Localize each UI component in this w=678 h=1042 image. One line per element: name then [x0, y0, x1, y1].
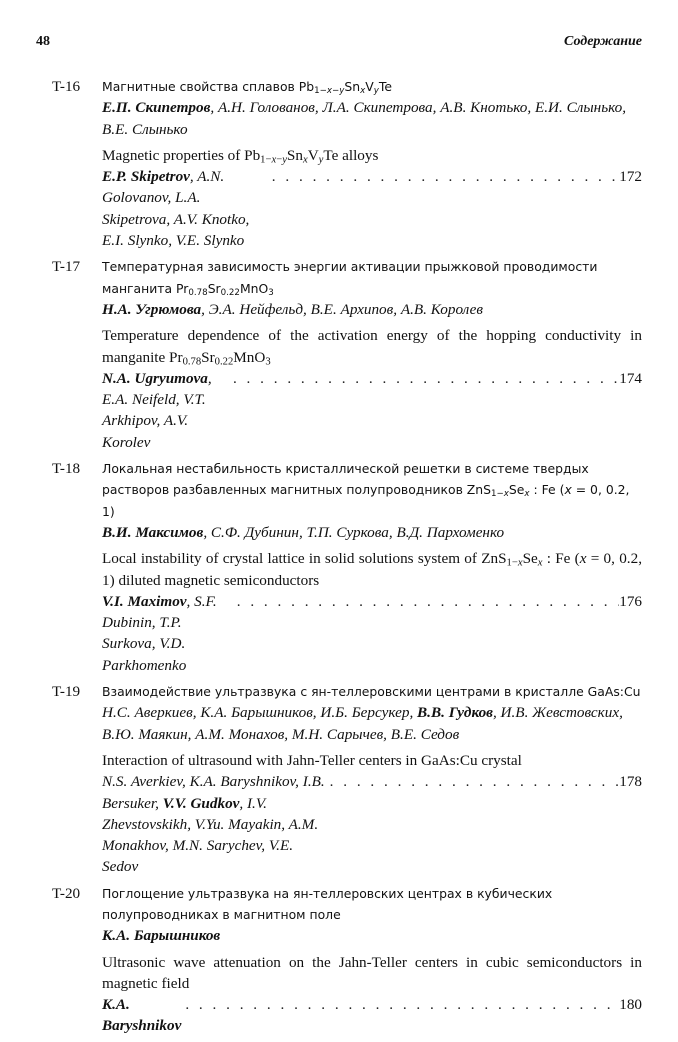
- page-header: [36, 34, 642, 56]
- entry-authors-en: V.I. Maximov, S.F. Dubinin, T.P. Surkova, V.D. Parkhomenko: [102, 592, 217, 674]
- entry-authors-en: E.P. Skipetrov, A.N. Golovanov, L.A. Skipetrova, A.V. Knotko, E.I. Slynko, V.E. Slynko: [102, 168, 250, 250]
- entry-title-ru: Температурная зависимость энергии активации прыжковой проводимости манганита $Pr_{0.78}Sr_{0.22}MnO_3$: [102, 259, 598, 298]
- entry-authors-ru: Е.П. Скипетров, А.Н. Голованов, Л.А. Скипетрова, А.В. Кнотько, Е.И. Слынько, В.Е. Слынько: [102, 99, 627, 138]
- entry-page-number[interactable]: 172: [619, 168, 642, 186]
- toc-entry: [52, 256, 642, 458]
- entry-page-number[interactable]: 176: [619, 592, 642, 610]
- entry-code: T-18: [52, 460, 81, 478]
- toc-entry: [52, 458, 642, 681]
- section-title: Содержание: [564, 34, 642, 49]
- entry-authors-ru: Н.С. Аверкиев, К.А. Барышников, И.Б. Берсукер, В.В. Гудков, И.В. Жевстовских, В.Ю. Маякин, А.М. Монахов, М.Н. Сарычев, В.Е. Седов: [102, 704, 623, 743]
- entry-authors-ru: В.И. Максимов, С.Ф. Дубинин, Т.П. Суркова, В.Д. Пархоменко: [102, 523, 505, 541]
- page-number: 48: [36, 34, 50, 49]
- dot-leader: [326, 771, 620, 792]
- entry-page-number[interactable]: 174: [619, 369, 642, 387]
- entry-authors-ru: Н.А. Угрюмова, Э.А. Нейфельд, В.Е. Архипов, А.В. Королев: [102, 300, 484, 318]
- entry-title-en: Local instability of crystal lattice in solid solutions system of $ZnS_{1-x}Se_x$ : Fe (x = 0, 0.2, 1) diluted magnetic semiconductors: [102, 550, 642, 589]
- entry-title-en: Magnetic properties of $Pb_{1-x-y}Sn_xV_yTe$ alloys: [102, 146, 379, 166]
- entry-title-en: Interaction of ultrasound with Jahn-Teller centers in GaAs:Cu crystal: [102, 751, 522, 769]
- dot-leader: [268, 166, 619, 187]
- toc-entry: [52, 681, 642, 883]
- entry-page-number[interactable]: 178: [619, 773, 642, 791]
- entry-code: T-19: [52, 683, 81, 701]
- dot-leader: [229, 368, 619, 389]
- entry-title-ru: Взаимодействие ультразвука с ян-теллеровскими центрами в кристалле GaAs:Cu: [102, 684, 641, 700]
- table-of-contents: [52, 76, 642, 1042]
- entry-title-ru: Поглощение ультразвука на ян-теллеровских центрах в кубических полупроводниках в магнитном поле: [102, 885, 553, 922]
- toc-entry: [52, 76, 642, 256]
- entry-code: T-17: [52, 258, 81, 276]
- dot-leader: [233, 591, 620, 612]
- entry-code: T-16: [52, 78, 81, 95]
- entry-title-en: Temperature dependence of the activation energy of the hopping conductivity in manganite $Pr_{0.78}Sr_{0.22}MnO_3$: [102, 327, 642, 368]
- entry-authors-en: K.A. Baryshnikov: [102, 996, 182, 1035]
- entry-authors-en: N.A. Ugryumova, E.A. Neifeld, V.T. Arkhipov, A.V. Korolev: [102, 369, 212, 451]
- entry-title-ru: Магнитные свойства сплавов $Pb_{1-x-y}Sn_xV_yTe$: [102, 79, 392, 97]
- entry-code: T-20: [52, 884, 81, 902]
- entry-authors-en: N.S. Averkiev, K.A. Baryshnikov, I.B. Bersuker, V.V. Gudkov, I.V. Zhevstovskikh, V.Yu. Mayakin, A.M. Monakhov, M.N. Sarychev, V.E. Sedov: [102, 773, 325, 876]
- toc-entry: [52, 883, 642, 1042]
- dot-leader: [181, 994, 619, 1015]
- entry-title-en: Ultrasonic wave attenuation on the Jahn-Teller centers in cubic semiconductors in magnetic field: [102, 953, 642, 992]
- entry-authors-ru: К.А. Барышников: [102, 927, 221, 945]
- entry-title-ru: Локальная нестабильность кристаллической решетки в системе твердых растворов разбавленных магнитных полупроводников $ZnS_{1-x}Se_x$ : Fe (x = 0, 0.2, 1): [102, 461, 630, 519]
- entry-page-number[interactable]: 180: [619, 996, 642, 1014]
